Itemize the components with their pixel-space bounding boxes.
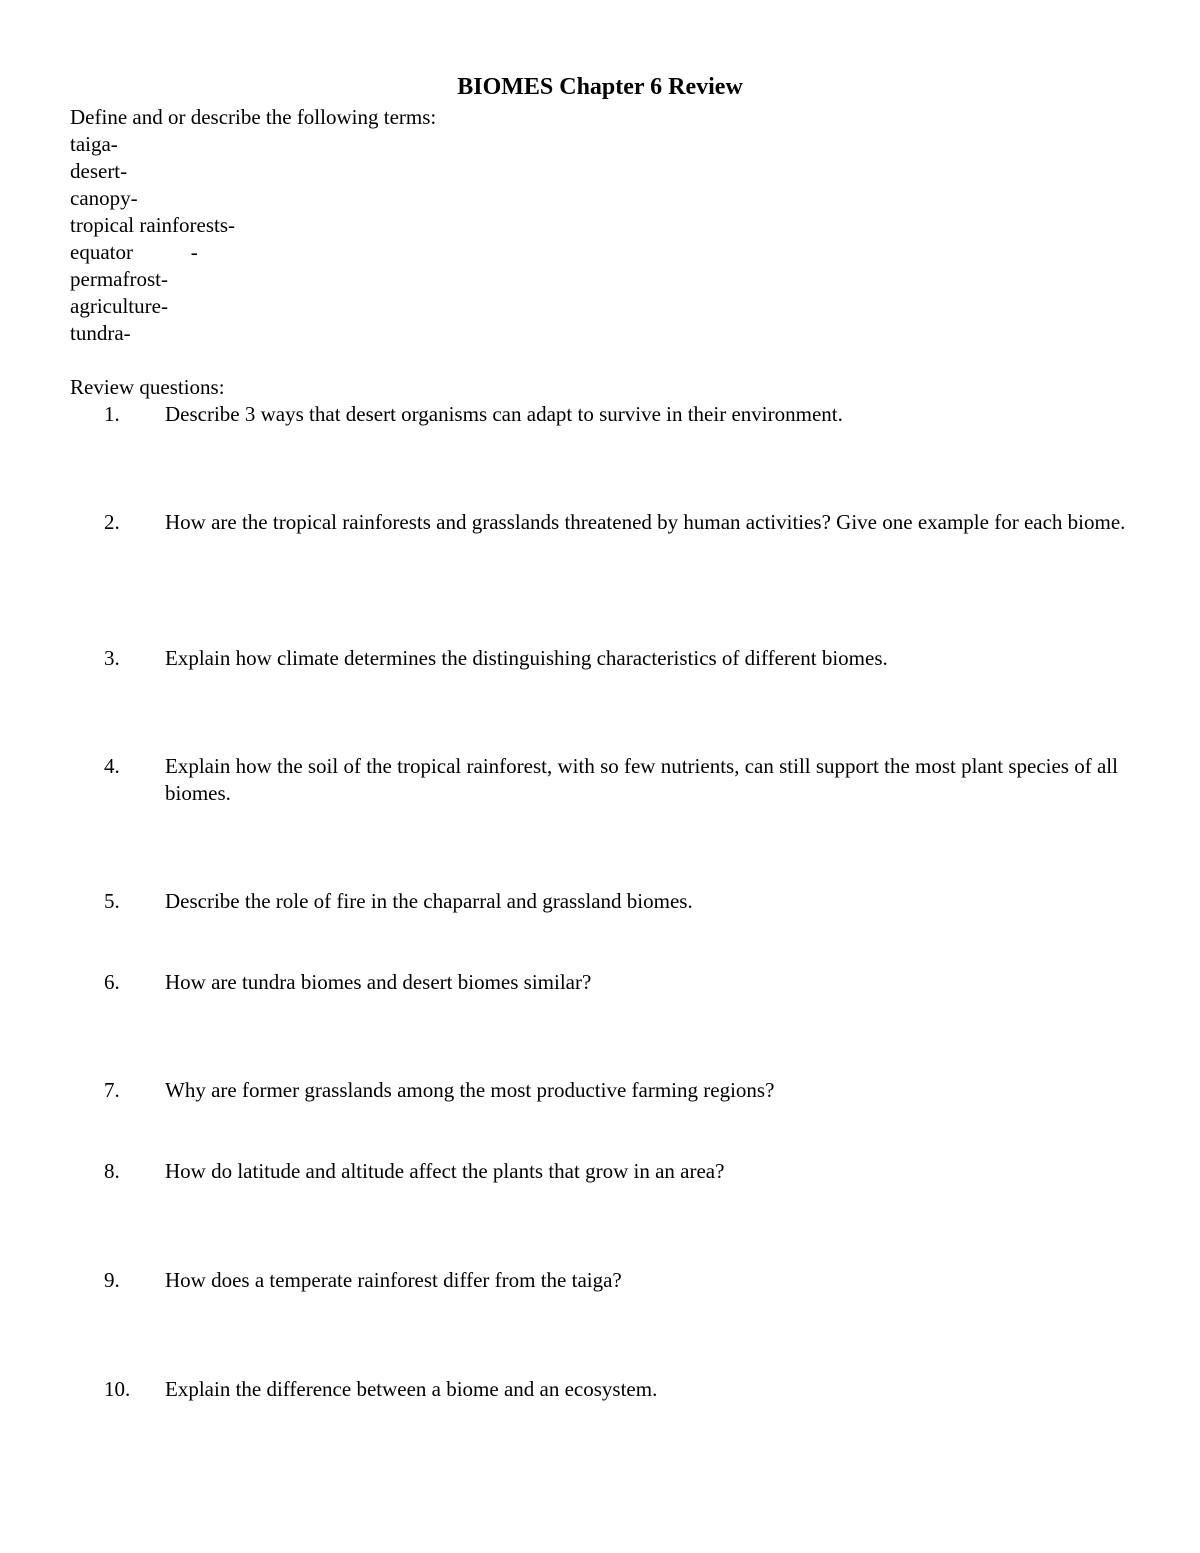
- question-number: 10.: [104, 1377, 131, 1401]
- term-item-desert: desert-: [70, 159, 128, 183]
- question-number: 4.: [104, 754, 120, 778]
- question-number: 9.: [104, 1268, 120, 1292]
- term-item-taiga: taiga-: [70, 132, 118, 156]
- terms-instructions: Define and or describe the following terms:: [70, 105, 437, 129]
- question-text: Explain how climate determines the distinguishing characteristics of different biomes.: [165, 646, 888, 670]
- question-number: 3.: [104, 646, 120, 670]
- question-text: Explain how the soil of the tropical rainforest, with so few nutrients, can still support the most plant species of all biomes.: [165, 754, 1118, 805]
- review-questions-heading: Review questions:: [70, 375, 225, 399]
- question-number: 7.: [104, 1078, 120, 1102]
- term-item-canopy: canopy-: [70, 186, 138, 210]
- term-item-equator: equator -: [70, 240, 198, 264]
- question-number: 8.: [104, 1159, 120, 1183]
- question-number: 1.: [104, 402, 120, 426]
- page-title: BIOMES Chapter 6 Review: [457, 74, 743, 100]
- term-item-tundra: tundra-: [70, 321, 131, 345]
- question-text: Explain the difference between a biome and an ecosystem.: [165, 1377, 658, 1401]
- question-text: How are the tropical rainforests and grasslands threatened by human activities? Give one example for each biome.: [165, 510, 1126, 534]
- term-item-permafrost: permafrost-: [70, 267, 168, 291]
- question-number: 2.: [104, 510, 120, 534]
- question-text: Describe the role of fire in the chaparral and grassland biomes.: [165, 889, 693, 913]
- question-number: 5.: [104, 889, 120, 913]
- question-text: How are tundra biomes and desert biomes similar?: [165, 970, 592, 994]
- question-number: 6.: [104, 970, 120, 994]
- terms-list: [70, 131, 235, 347]
- question-text: How do latitude and altitude affect the plants that grow in an area?: [165, 1159, 725, 1183]
- term-item-agriculture: agriculture-: [70, 294, 168, 318]
- question-text: Why are former grasslands among the most productive farming regions?: [165, 1078, 775, 1102]
- question-text: Describe 3 ways that desert organisms can adapt to survive in their environment.: [165, 402, 843, 426]
- term-item-tropical-rainforests: tropical rainforests-: [70, 213, 236, 237]
- question-text: How does a temperate rainforest differ from the taiga?: [165, 1268, 622, 1292]
